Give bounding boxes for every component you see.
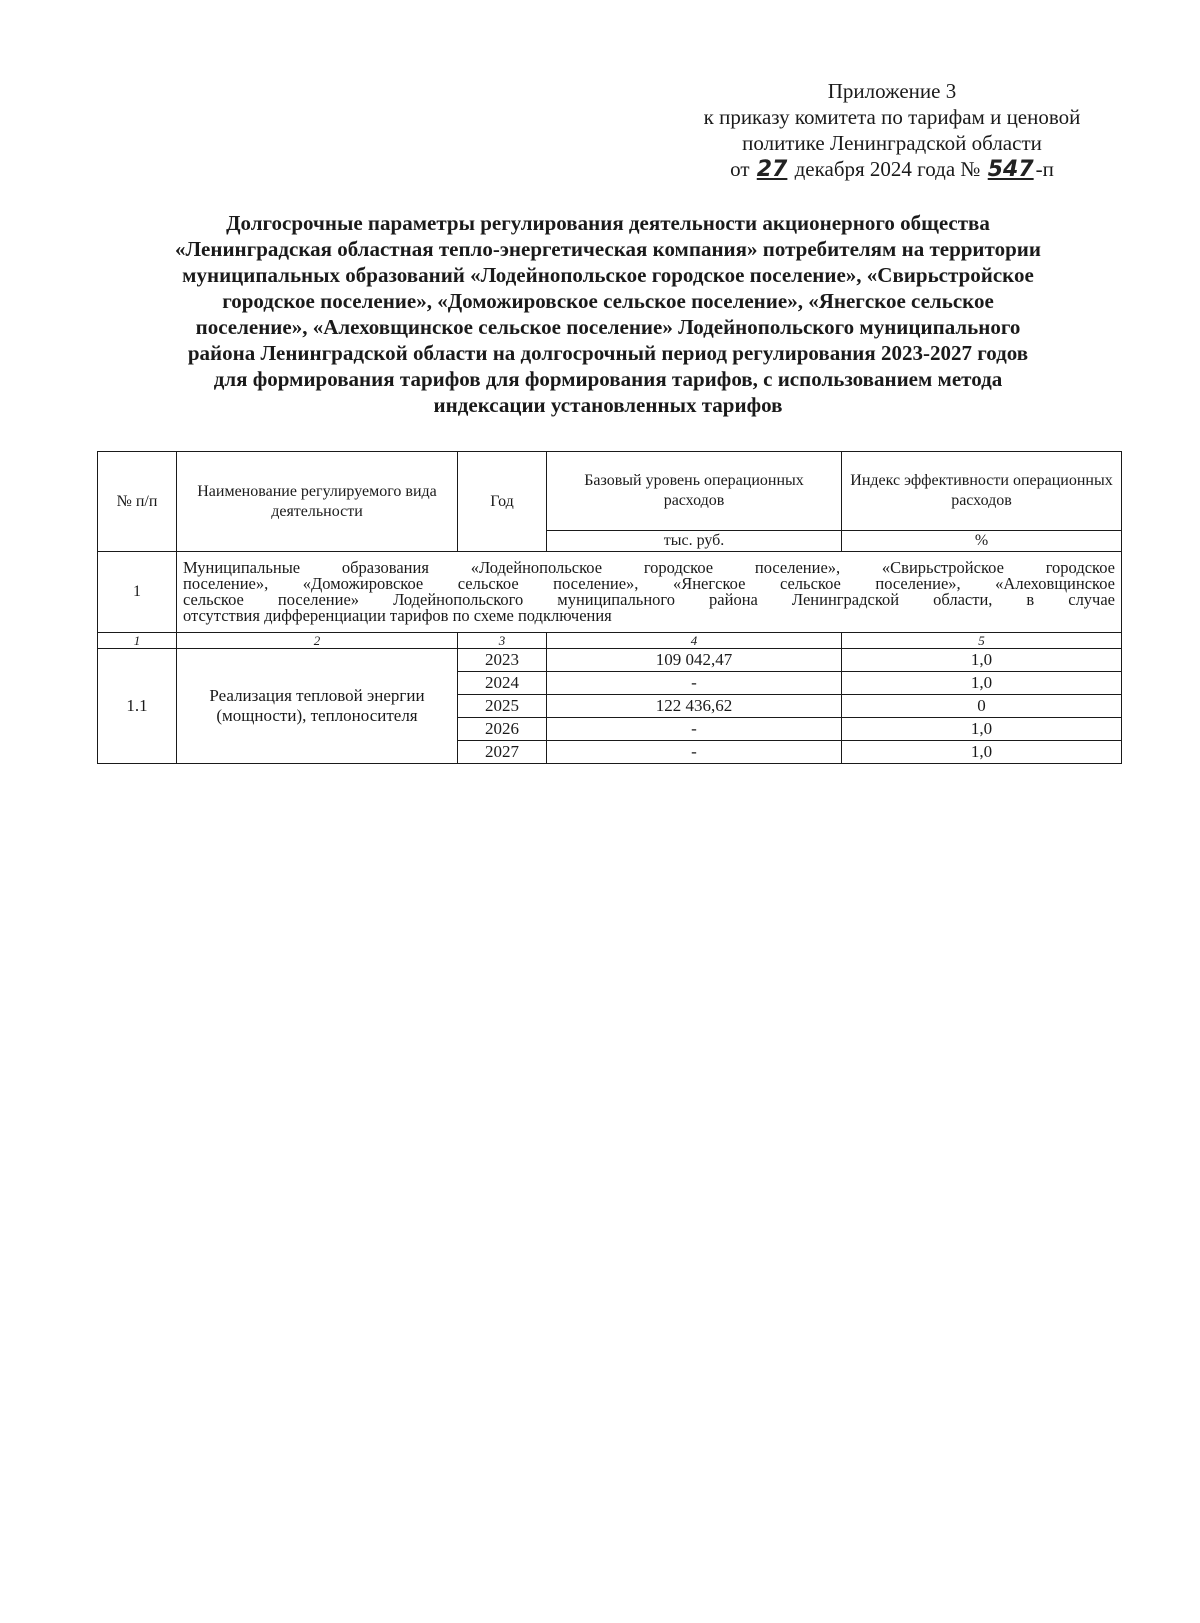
- column-number-row: [98, 633, 1122, 649]
- column-number: 1: [98, 633, 177, 649]
- column-number: 2: [177, 633, 458, 649]
- title-line: для формирования тарифов для формирования тарифов, с использованием метода: [213, 367, 1003, 391]
- group-description: [177, 552, 1122, 633]
- order-suffix: -п: [1035, 157, 1054, 181]
- appendix-label: Приложение 3: [827, 79, 957, 103]
- handwritten-order-number: 547: [987, 157, 1034, 182]
- table-group-row: [98, 552, 1122, 633]
- handwritten-day: 27: [756, 157, 788, 182]
- column-number: 4: [547, 633, 842, 649]
- base-level-cell: -: [547, 718, 842, 741]
- title-line: района Ленинградской области на долгосрочный период регулирования 2023-2027 годов: [187, 341, 1029, 365]
- column-number: 3: [458, 633, 547, 649]
- order-reference-line: к приказу комитета по тарифам и ценовой: [703, 105, 1081, 129]
- committee-line: политике Ленинградской области: [742, 131, 1042, 155]
- year-cell: 2023: [458, 649, 547, 672]
- column-number: 5: [842, 633, 1122, 649]
- efficiency-index-cell: 1,0: [842, 672, 1122, 695]
- title-line: муниципальных образований «Лодейнопольское городское поселение», «Свирьстройское: [182, 263, 1034, 287]
- title-line: городское поселение», «Доможировское сельское поселение», «Янегское сельское: [222, 289, 994, 313]
- activity-name: Реализация тепловой энергии (мощности), теплоносителя: [177, 649, 458, 764]
- title-line: индексации установленных тарифов: [433, 393, 783, 417]
- parameters-table: [97, 451, 1122, 764]
- unit-index: %: [842, 531, 1122, 552]
- document-title: [118, 210, 1098, 418]
- group-line: поселение», «Доможировское сельское поселение», «Янегское сельское поселение», «Алеховщинское: [183, 574, 1115, 593]
- header-num: № п/п: [98, 452, 177, 552]
- table-row: [98, 649, 1122, 672]
- efficiency-index-cell: 0: [842, 695, 1122, 718]
- title-line: Долгосрочные параметры регулирования деятельности акционерного общества: [226, 211, 990, 235]
- date-middle: декабря 2024 года №: [794, 157, 981, 181]
- base-level-cell: 122 436,62: [547, 695, 842, 718]
- title-line: поселение», «Алеховщинское сельское поселение» Лодейнопольского муниципального: [195, 315, 1021, 339]
- group-line: отсутствия дифференциации тарифов по схеме подключения: [183, 606, 612, 625]
- year-cell: 2024: [458, 672, 547, 695]
- header-activity: Наименование регулируемого вида деятельности: [177, 452, 458, 552]
- efficiency-index-cell: 1,0: [842, 649, 1122, 672]
- title-line: «Ленинградская областная тепло-энергетическая компания» потребителям на территории: [175, 237, 1041, 261]
- base-level-cell: -: [547, 741, 842, 764]
- efficiency-index-cell: 1,0: [842, 718, 1122, 741]
- group-line: Муниципальные образования «Лодейнопольское городское поселение», «Свирьстройское городское: [183, 558, 1115, 577]
- appendix-header: [662, 78, 1122, 183]
- header-efficiency-index: Индекс эффективности операционных расходов: [842, 452, 1122, 531]
- header-base-level: Базовый уровень операционных расходов: [547, 452, 842, 531]
- order-date-line: [662, 156, 1122, 183]
- year-cell: 2027: [458, 741, 547, 764]
- header-year: Год: [458, 452, 547, 552]
- base-level-cell: -: [547, 672, 842, 695]
- group-num: 1: [98, 552, 177, 633]
- unit-base: тыс. руб.: [547, 531, 842, 552]
- activity-num: 1.1: [98, 649, 177, 764]
- efficiency-index-cell: 1,0: [842, 741, 1122, 764]
- table-header-row: [98, 452, 1122, 531]
- base-level-cell: 109 042,47: [547, 649, 842, 672]
- group-line: сельское поселение» Лодейнопольского муниципального района Ленинградской области, в случае: [183, 590, 1115, 609]
- date-prefix: от: [730, 157, 750, 181]
- year-cell: 2026: [458, 718, 547, 741]
- year-cell: 2025: [458, 695, 547, 718]
